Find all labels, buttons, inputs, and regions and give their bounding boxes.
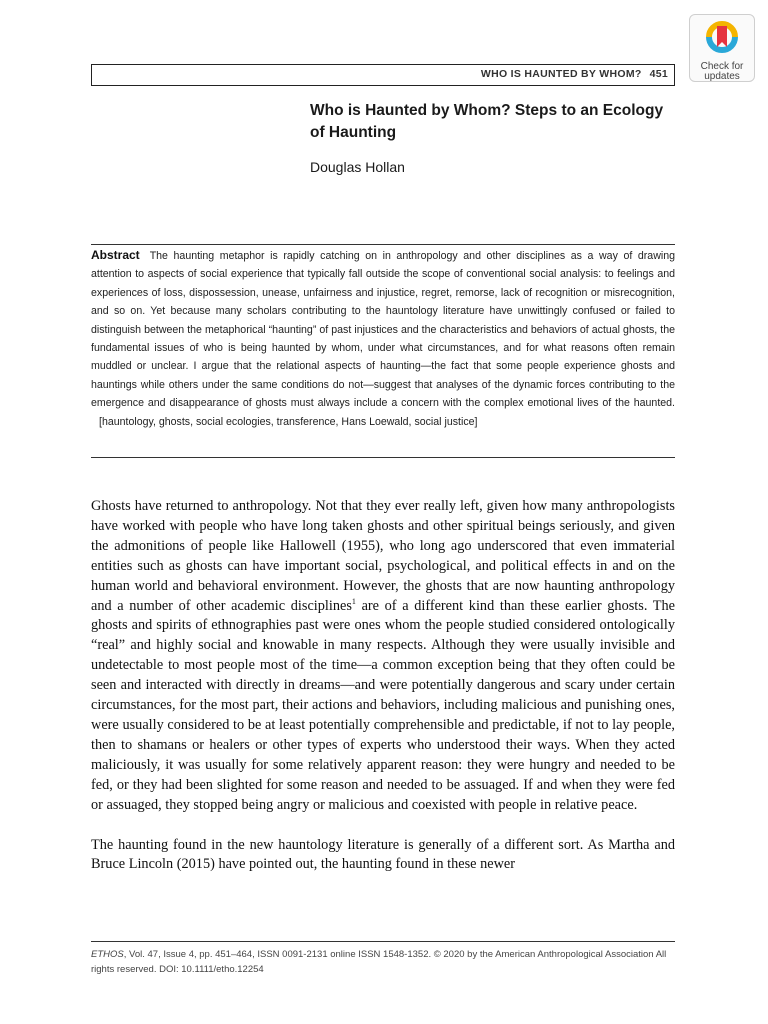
abstract-label: Abstract	[91, 248, 140, 262]
running-header	[91, 64, 675, 86]
footnote-marker[interactable]: 1	[351, 596, 356, 606]
abstract-top-divider	[91, 244, 675, 245]
article-author: Douglas Hollan	[310, 159, 405, 175]
journal-name: ETHOS	[91, 949, 124, 960]
badge-label: Check for updates	[700, 61, 744, 82]
crossmark-bookmark-icon	[705, 20, 739, 56]
abstract-text: The haunting metaphor is rapidly catching on in anthropology and other disciplines as a way of drawing attention to aspects of social experience that typically fall outside the scope of conventional social analysis: to feelings and experiences of loss, dispossession, unease, unfairness and injustice, regret, remorse, lack of recognition or misrecognition, and so on. Yet because many scholars contributing to the hauntology literature have unwittingly confused or failed to distinguish between the metaphorical “haunting” of past injustices and the characteristics and behaviors of actual ghosts, the fundamental issues of who is being haunted by whom, under what circumstances, and for what reasons often remain muddled or unclear. I argue that the relational aspects of haunting—the fact that some people experience ghosts and hauntings while others under the same conditions do not—suggest that analyses of the dynamic forces contributing to the emergence and disappearance of ghosts must always include a concern with the complex emotional lives of the haunted.	[91, 250, 675, 410]
abstract-keywords: [hauntology, ghosts, social ecologies, transference, Hans Loewald, social justice]	[99, 415, 478, 428]
abstract-bottom-divider	[91, 457, 675, 458]
page-number: 451	[649, 68, 668, 80]
citation-text: , Vol. 47, Issue 4, pp. 451–464, ISSN 0091-2131 online ISSN 1548-1352. © 2020 by the American Anthropological Association All rights reserved. DOI: 10.1111/etho.12254	[91, 949, 667, 975]
article-body	[91, 497, 675, 875]
body-paragraph: Ghosts have returned to anthropology. Not that they ever really left, given how many anthropologists have worked with people who have long taken ghosts and other spiritual beings seriously, and given the admonitions of people like Hallowell (1955), who long ago underscored that even immaterial entities such as ghosts can have important social, psychological, and political effects in and on the human world and behavioral environment. However, the ghosts that are now haunting anthropology and a number of other academic disciplines$^1$ are of a different kind than these earlier ghosts. The ghosts and spirits of ethnographies past were ones whom the people studied considered ontologically “real” and highly social and knowable in many respects. Although they were usually invisible and undetectable to most people most of the time—a common exception being that they often could be seen and interacted with directly in dreams—and were potentially dangerous and scary under certain circumstances, for the most part, their actions and behaviors, including malicious and punishing ones, were usually considered to be at least potentially comprehensible and predictable, if not to lay people, then to shamans or healers or other types of experts who understood their ways. When they acted maliciously, it was usually for some relatively apparent reason: they were hungry and needed to be fed, or they had been slighted for some reason and needed to be assuaged. If and when they were fed or assuaged, they stopped being angry or malicious and coexisted with people in relative peace.	[91, 498, 676, 813]
citation-footer	[91, 948, 675, 977]
article-title: Who is Haunted by Whom? Steps to an Ecology of Haunting	[310, 102, 664, 141]
footer-divider	[91, 941, 675, 942]
check-for-updates-badge[interactable]	[689, 14, 755, 82]
body-paragraph: The haunting found in the new hauntology literature is generally of a different sort. As Martha and Bruce Lincoln (2015) have pointed out, the haunting found in these newer	[91, 836, 675, 873]
abstract-section	[91, 246, 675, 431]
running-title: WHO IS HAUNTED BY WHOM? 451	[480, 68, 668, 80]
